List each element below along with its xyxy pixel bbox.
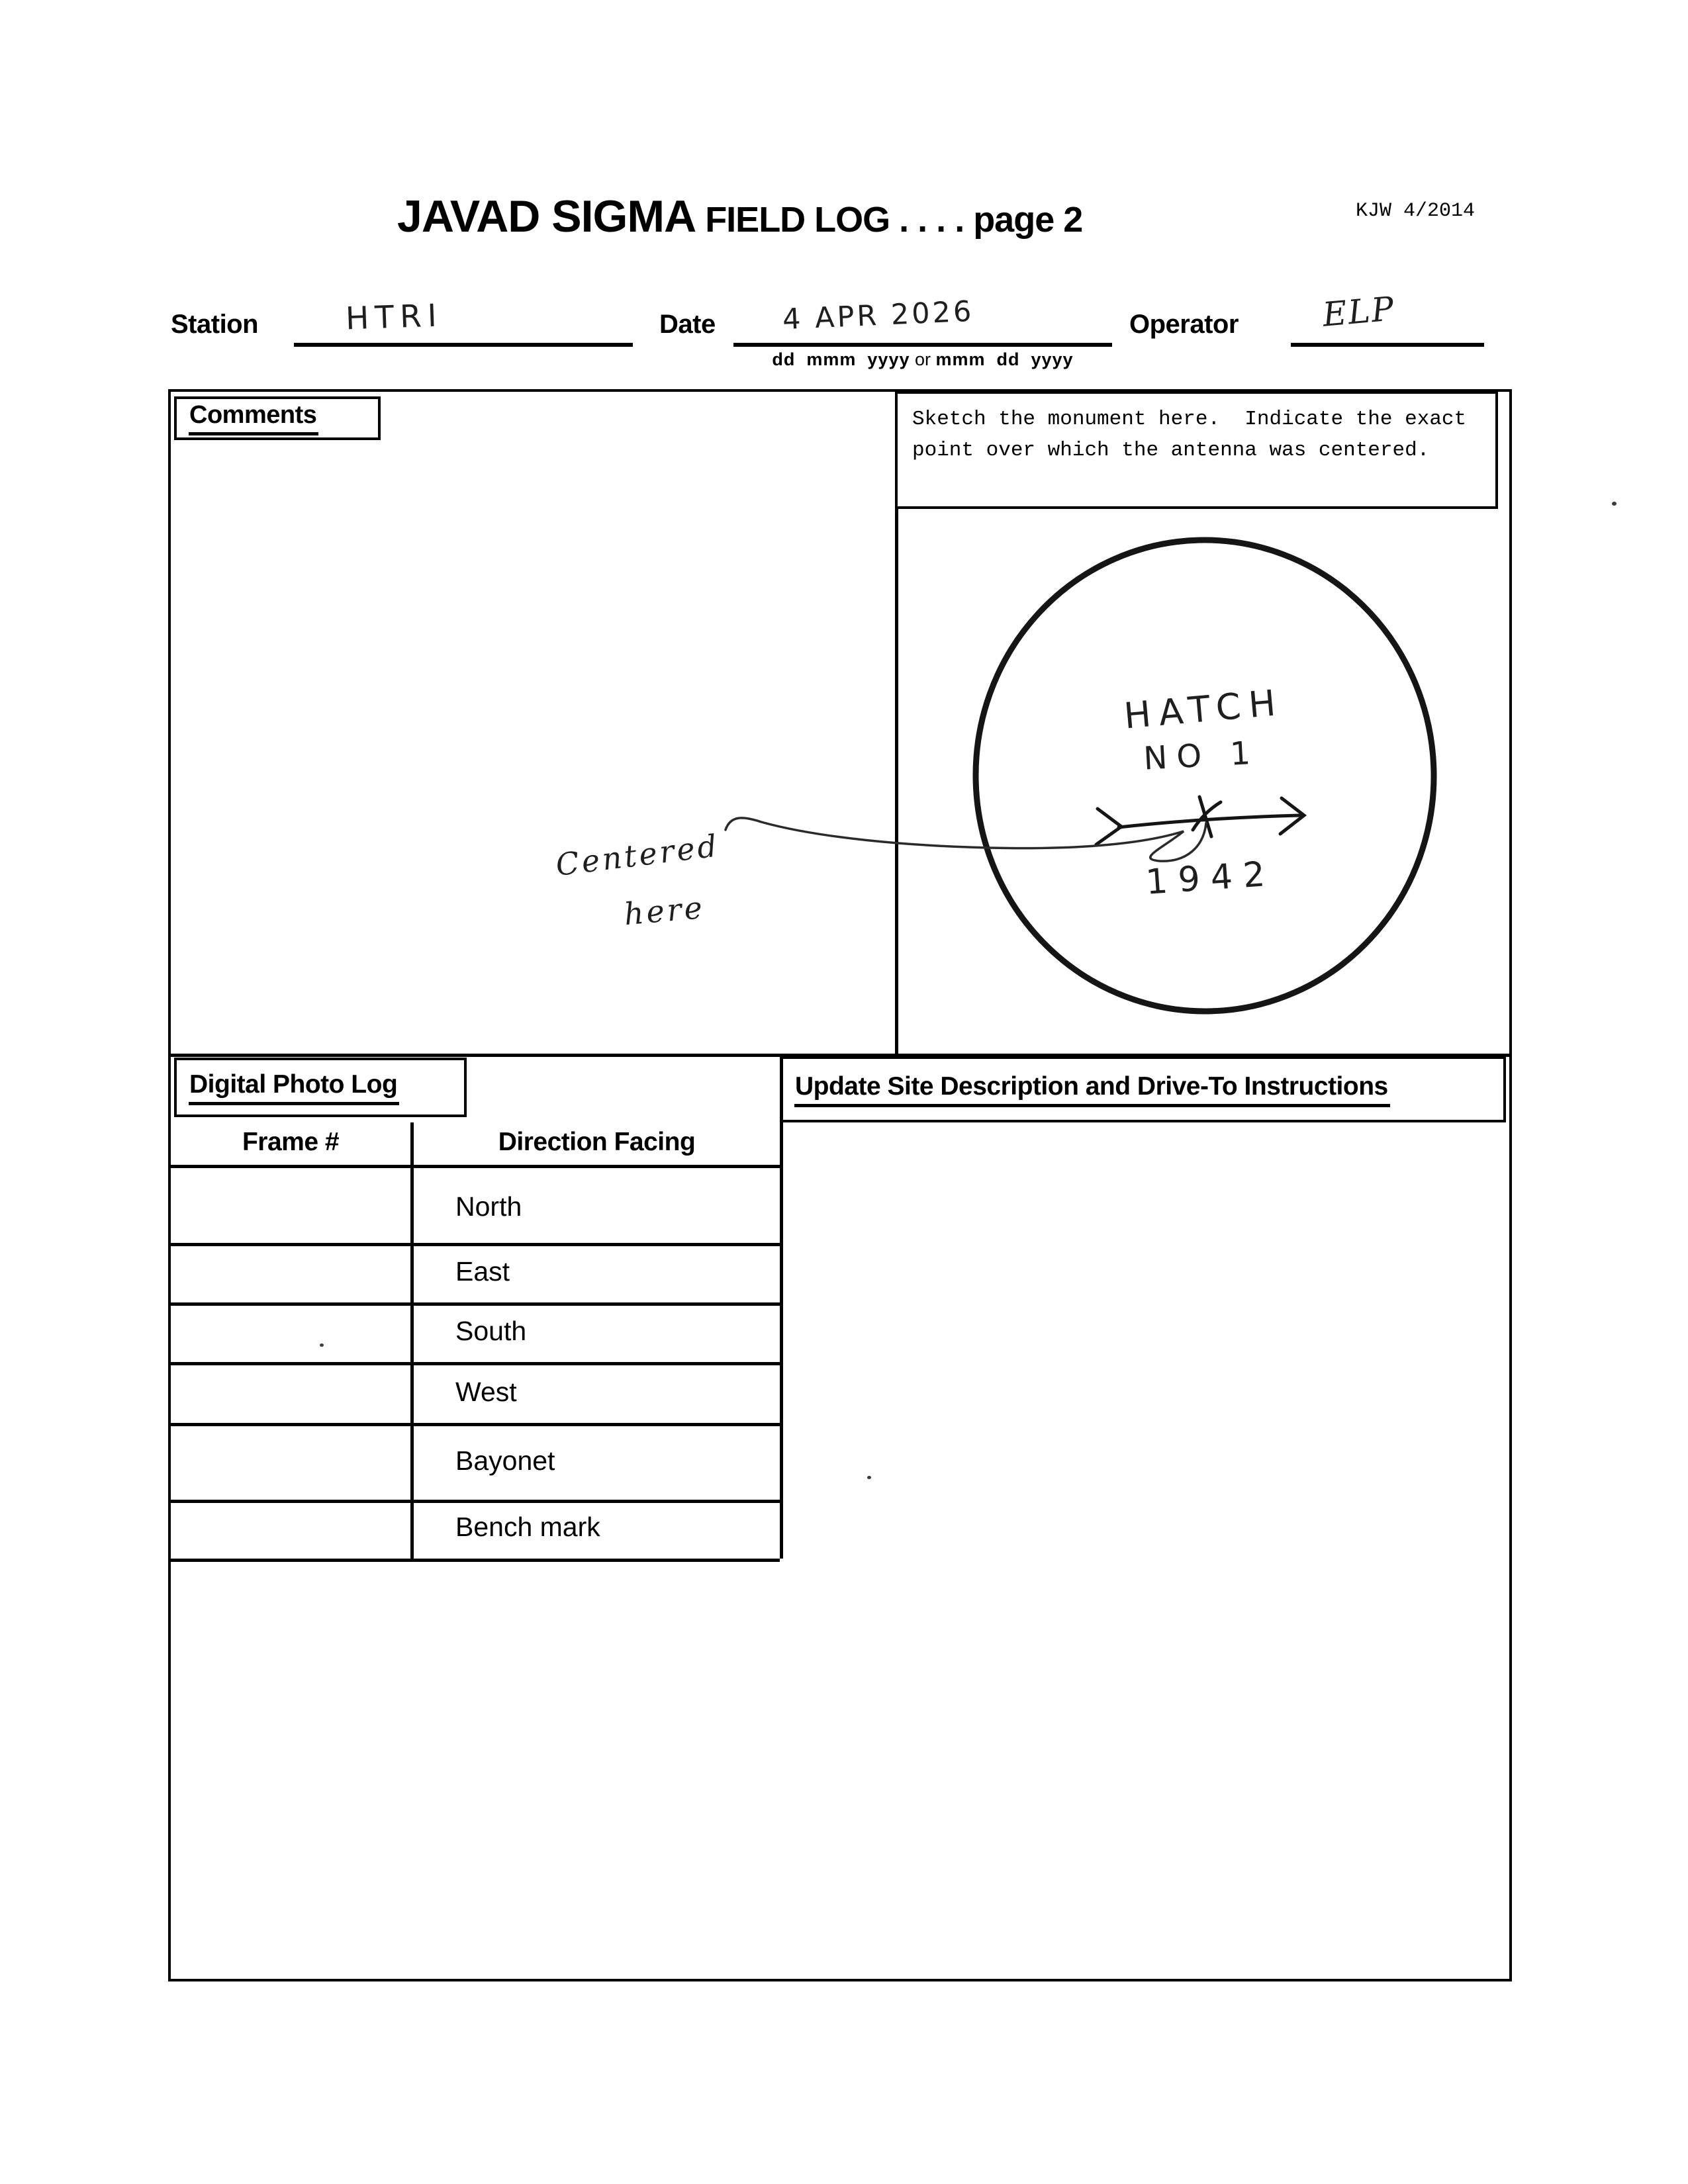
update-section-title: Update Site Description and Drive-To Instructions <box>794 1072 1390 1107</box>
photo-table-row-line <box>171 1243 780 1246</box>
page-title-main: JAVAD SIGMA <box>397 191 696 242</box>
photo-table-row-line <box>171 1302 780 1306</box>
station-label: Station <box>171 310 259 339</box>
comments-section-title: Comments <box>189 401 318 435</box>
monument-label-line1: HATCH <box>1122 681 1286 737</box>
scan-speck <box>320 1343 324 1347</box>
monument-year-label: 1942 <box>1144 854 1277 903</box>
sketch-instruction-text: Sketch the monument here. Indicate the exact point over which the antenna was centered. <box>912 408 1479 462</box>
column-header-direction: Direction Facing <box>498 1128 696 1156</box>
operator-handwritten-value: ELP <box>1321 289 1397 334</box>
direction-label: Bench mark <box>455 1512 600 1542</box>
photo-log-section-box <box>174 1058 467 1117</box>
update-section-box <box>780 1056 1506 1122</box>
date-label: Date <box>659 310 716 339</box>
direction-label: North <box>455 1191 522 1222</box>
column-header-frame: Frame # <box>242 1128 340 1156</box>
operator-label: Operator <box>1129 310 1239 339</box>
page-title <box>397 191 1082 242</box>
photo-table-row-line <box>171 1423 780 1426</box>
form-revision-code: KJW 4/2014 <box>1356 200 1476 222</box>
scan-speck <box>1612 502 1617 506</box>
date-handwritten-value: 4 APR 2026 <box>782 295 975 337</box>
photo-table-row-line <box>171 1500 780 1503</box>
monument-circle-sketch <box>970 534 1440 1017</box>
direction-label: Bayonet <box>455 1445 555 1476</box>
monument-sketch-layer <box>171 392 1509 1054</box>
date-format-hint <box>733 349 1112 370</box>
date-format-right: mmm dd yyyy <box>935 349 1074 369</box>
scan-speck <box>867 1476 871 1479</box>
photo-log-section-title: Digital Photo Log <box>189 1070 399 1105</box>
annotation-line1: Centered <box>553 827 722 884</box>
update-blank-area <box>783 1123 1505 1970</box>
direction-label: East <box>455 1256 510 1287</box>
page-title-sub: FIELD LOG . . . . page 2 <box>705 200 1083 240</box>
photo-table-header-line <box>171 1165 780 1168</box>
date-format-left: dd mmm yyyy <box>772 349 910 369</box>
form-body-frame <box>168 389 1512 1981</box>
monument-label-line2: NO 1 <box>1143 734 1261 778</box>
exact-point-x-mark <box>1193 797 1221 837</box>
station-handwritten-value: HTRI <box>345 297 444 338</box>
direction-label: West <box>455 1377 517 1407</box>
photo-table-bottom-line <box>171 1559 780 1562</box>
photo-table-row-line <box>171 1362 780 1365</box>
photo-table-column-divider <box>410 1122 414 1559</box>
annotation-line2: here <box>622 889 706 933</box>
date-format-or: or <box>910 349 936 369</box>
direction-label: South <box>455 1316 527 1346</box>
photo-table-right-edge <box>780 1056 783 1559</box>
